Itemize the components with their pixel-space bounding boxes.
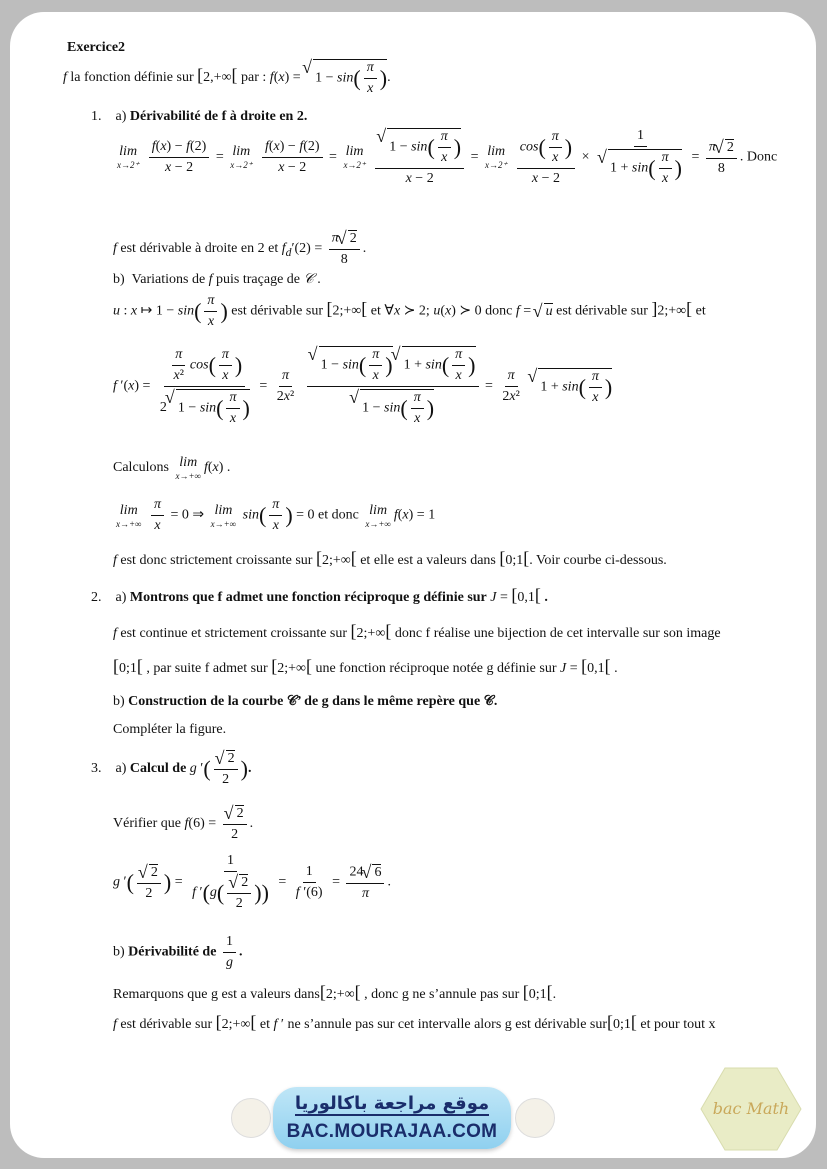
q3-remark: Remarquons que g est a valeurs dans[2;+∞[ , donc g ne s’annule pas sur [0;1[. [113,982,557,1002]
right-logo-icon [515,1098,555,1138]
q1-a-heading: 1. a) Dérivabilité de f à droite en 2. [91,109,308,124]
bacmath-logo-icon [699,1066,803,1152]
q2-b-heading: b) Construction de la courbe 𝒞’ de g dans le même repère que 𝒞. [113,694,498,709]
q2-complete-figure: Compléter la figure. [113,722,227,737]
footer-url[interactable]: BAC.MOURAJAA.COM [286,1121,498,1142]
q3-last-line: f est dérivable sur [2;+∞[ et f ′ ne s’annule pas sur cet intervalle alors g est dérivable sur[0;1[ et pour tout x [113,1012,716,1032]
q3-a-heading: 3. a) Calcul de g ′( √ $\frac{2}{2}$ ). [91,750,252,788]
q3-b-heading: b) Dérivabilité de $\frac{1}{g}$ . [113,934,243,970]
exercise-title: Exercice2 [67,40,126,55]
q2-line1: f est continue et strictement croissante sur [2;+∞[ donc f réalise une bijection de cet intervalle sur son image [113,621,721,641]
q2-a-heading: 2. a) Montrons que f admet une fonction réciproque g définie sur J = [0,1[ . [91,585,548,605]
q2-line2: [0;1[ , par suite f admet sur [2;+∞[ une fonction réciproque notée g définie sur J = [0,1[ . [113,656,618,676]
q3-verify: Vérifier que f(6) = √ $\frac{2}{2}$ . [113,805,253,843]
intro-line: f la fonction définie sur [2,+∞[ par : f(x) = √ 1 − sin( $\frac{\pi}{x}$ ). [63,59,391,97]
q1-derivative-result: f est dérivable à droite en 2 et $f_d'(2)$ = $\frac{\pi√ 2}{8}$ . [113,230,366,268]
q1-conclusion: f est donc strictement croissante sur [2;+∞[ et elle est a valeurs dans [0;1[. Voir courbe ci-dessous. [113,548,667,568]
q1-limit-infinity: lim x→+∞ $\frac{\pi}{x}$ = 0 ⇒ lim x→+∞ sin( $\frac{\pi}{x}$ ) = 0 et donc lim x→+∞ f(x) = 1 [116,497,436,533]
q1-b-heading: b) Variations de f puis traçage de 𝒞 . [113,272,321,287]
svg-text:bac Math: bac Math [712,1099,790,1118]
footer-arabic-text: موقع مراجعة باكالوريا [294,1093,490,1114]
q1-u-definition: u : x ↦ 1 − sin( $\frac{\pi}{x}$ ) est dérivable sur [2;+∞[ et ∀x ≻ 2; u(x) ≻ 0 donc f = √ u est dérivable sur ]2;+∞[ et [113,293,706,330]
q1-limit-derivative-equation: lim x→2⁺ $\frac{f(x) - f(2)}{x - 2}$ = lim x→2⁺ $\frac{f(x) - f(2)}{x - 2}$ = lim x→2⁺ √ 1 − sin( $\frac{\pi}{x}$ ) x − 2 = lim x→2⁺ cos( $\frac{\pi}{x}$ ) x − 2 × 1 √ 1 + sin( $\frac{\pi}{x}$ ) = $\frac{\pi√ 2}{8}$ . Donc [114,128,777,187]
footer-banner[interactable] [273,1087,511,1149]
left-logo-icon [231,1098,271,1138]
q1-calculons: Calculons lim x→+∞ f(x) . [113,455,231,481]
q3-gprime-equation: g ′( √ $\frac{2}{2}$ ) = 1 f ′(g( √ $\frac{2}{2}$ )) = $\frac{1}{f '(6)}$ = $\frac{24√ 6}{\pi}$ . [113,853,391,912]
q1-fprime-equation: f ′(x) = $\frac{\pi}{\text{x²}}$ cos( $\frac{\pi}{x}$ ) 2√ 1 − sin( $\frac{\pi}{x}$ ) = $\frac{\pi}{\text{2x²}}$ √ 1 − sin( $\frac{\pi}{x}$ )√ 1 + sin( $\frac{\pi}{x}$ ) √ 1 − sin( $\frac{\pi}{x}$ ) = $\frac{\pi}{\text{2x²}}$ √ 1 + sin( $\frac{\pi}{x}$ ) [113,346,612,427]
